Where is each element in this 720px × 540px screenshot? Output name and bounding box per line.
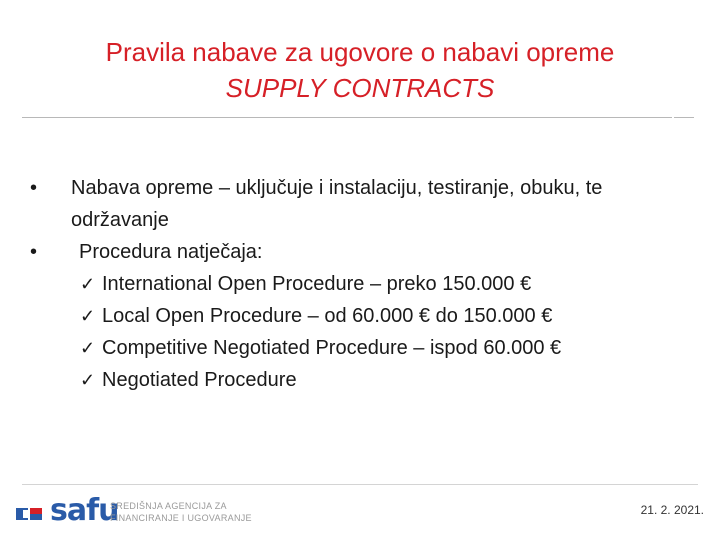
procedure-item	[80, 300, 700, 332]
procedure-list	[30, 268, 700, 396]
bullet-text: Nabava opreme – uključuje i instalaciju, testiranje, obuku, te održavanje	[71, 177, 603, 231]
check-icon: ✓	[80, 274, 96, 294]
bullet-item	[30, 236, 700, 268]
bullet-marker: •	[30, 177, 38, 199]
footer-divider	[22, 484, 698, 485]
slide-content	[30, 172, 700, 396]
procedure-text: Negotiated Procedure	[102, 369, 297, 391]
agency-name	[110, 500, 252, 524]
procedure-text: Local Open Procedure – od 60.000 € do 150.000 €	[102, 305, 553, 327]
title-line-2: SUPPLY CONTRACTS	[225, 73, 495, 103]
agency-name-line-2: FINANCIRANJE I UGOVARANJE	[110, 513, 252, 523]
check-icon: ✓	[80, 306, 96, 326]
slide-title	[0, 34, 720, 106]
procedure-item	[80, 332, 700, 364]
agency-name-line-1: SREDIŠNJA AGENCIJA ZA	[110, 501, 227, 511]
bullet-text: Procedura natječaja:	[79, 241, 263, 263]
title-line-1: Pravila nabave za ugovore o nabavi opreme	[105, 37, 615, 67]
slide-date: 21. 2. 2021.	[640, 503, 704, 517]
procedure-text: Competitive Negotiated Procedure – ispod 60.000 €	[102, 337, 562, 359]
procedure-item	[80, 364, 700, 396]
title-divider-tick	[674, 117, 694, 118]
safu-logo-text: safu	[50, 493, 119, 528]
procedure-text: International Open Procedure – preko 150.000 €	[102, 273, 532, 295]
check-icon: ✓	[80, 370, 96, 390]
check-icon: ✓	[80, 338, 96, 358]
title-divider	[22, 117, 672, 118]
procedure-item	[80, 268, 700, 300]
bullet-marker: •	[30, 241, 38, 263]
bullet-item	[30, 172, 700, 236]
safu-logo-icon	[14, 496, 54, 530]
